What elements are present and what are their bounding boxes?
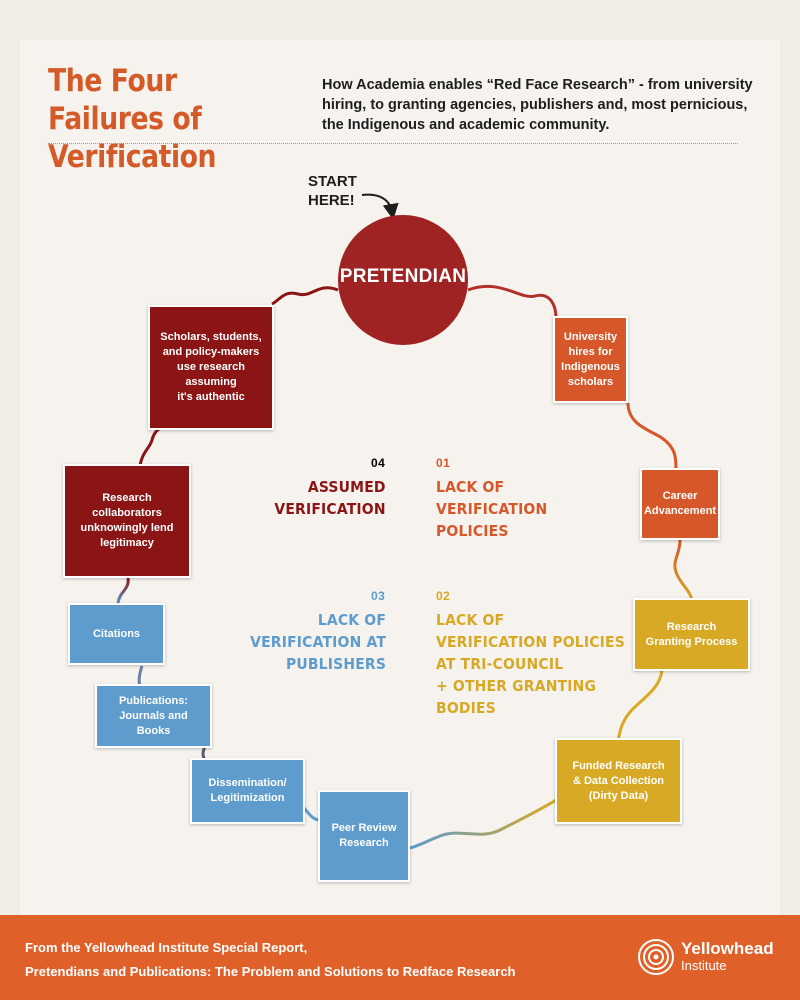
step-collaborators: Research collaborators unknowingly lend legitimacy — [63, 464, 191, 578]
pretendian-hub — [338, 215, 468, 345]
page-title: The Four Failures of Verification — [48, 63, 217, 175]
step-university-hires: University hires for Indigenous scholars — [553, 316, 628, 403]
failure-04-label: ASSUMED VERIFICATION — [274, 478, 386, 518]
step-career-advancement: Career Advancement — [640, 468, 720, 540]
step-publications: Publications: Journals and Books — [95, 684, 212, 748]
logo-subtitle: Institute — [681, 958, 727, 973]
footer-line-1: From the Yellowhead Institute Special Report, — [25, 940, 308, 955]
step-citations: Citations — [68, 603, 165, 665]
page-subtitle: How Academia enables “Red Face Research” - from university hiring, to granting agencies, publishers and, most pernicious, the Indigenous and academic community. — [322, 77, 753, 133]
footer-line-2: Pretendians and Publications: The Problem and Solutions to Redface Research — [25, 964, 516, 979]
connector-university-career — [628, 403, 676, 470]
failure-01-number: 01 — [436, 456, 451, 470]
step-funded-research: Funded Research & Data Collection (Dirty Data) — [555, 738, 682, 824]
step-peer-review: Peer Review Research — [318, 790, 410, 882]
connector-publications-citations — [139, 666, 142, 686]
connector-citations-collaborators — [118, 578, 128, 605]
failure-03-number: 03 — [371, 589, 386, 603]
footer-text — [25, 936, 625, 984]
hub-label: PRETENDIAN — [339, 266, 467, 287]
step-research-granting: Research Granting Process — [633, 598, 750, 671]
start-here-label: START HERE! — [308, 173, 357, 209]
failure-01-label: LACK OF VERIFICATION POLICIES — [436, 478, 548, 540]
connector-hub-university — [468, 286, 556, 318]
connector-career-granting — [675, 540, 692, 600]
failure-02-number: 02 — [436, 589, 451, 603]
logo-name: Yellowhead — [681, 939, 774, 958]
failure-02-label: LACK OF VERIFICATION POLICIES AT TRI-COUNCIL + OTHER GRANTING BODIES — [436, 611, 625, 717]
connector-collaborators-scholars — [140, 428, 160, 466]
connector-hub-scholars — [272, 288, 338, 304]
step-dissemination: Dissemination/ Legitimization — [190, 758, 305, 824]
connector-funded-peer — [410, 800, 556, 848]
step-scholars: Scholars, students, and policy-makers use research assuming it's authentic — [148, 305, 274, 430]
failure-03-label: LACK OF VERIFICATION AT PUBLISHERS — [250, 611, 386, 673]
failure-04-number: 04 — [371, 456, 386, 470]
yellowhead-logo-icon — [637, 938, 675, 976]
